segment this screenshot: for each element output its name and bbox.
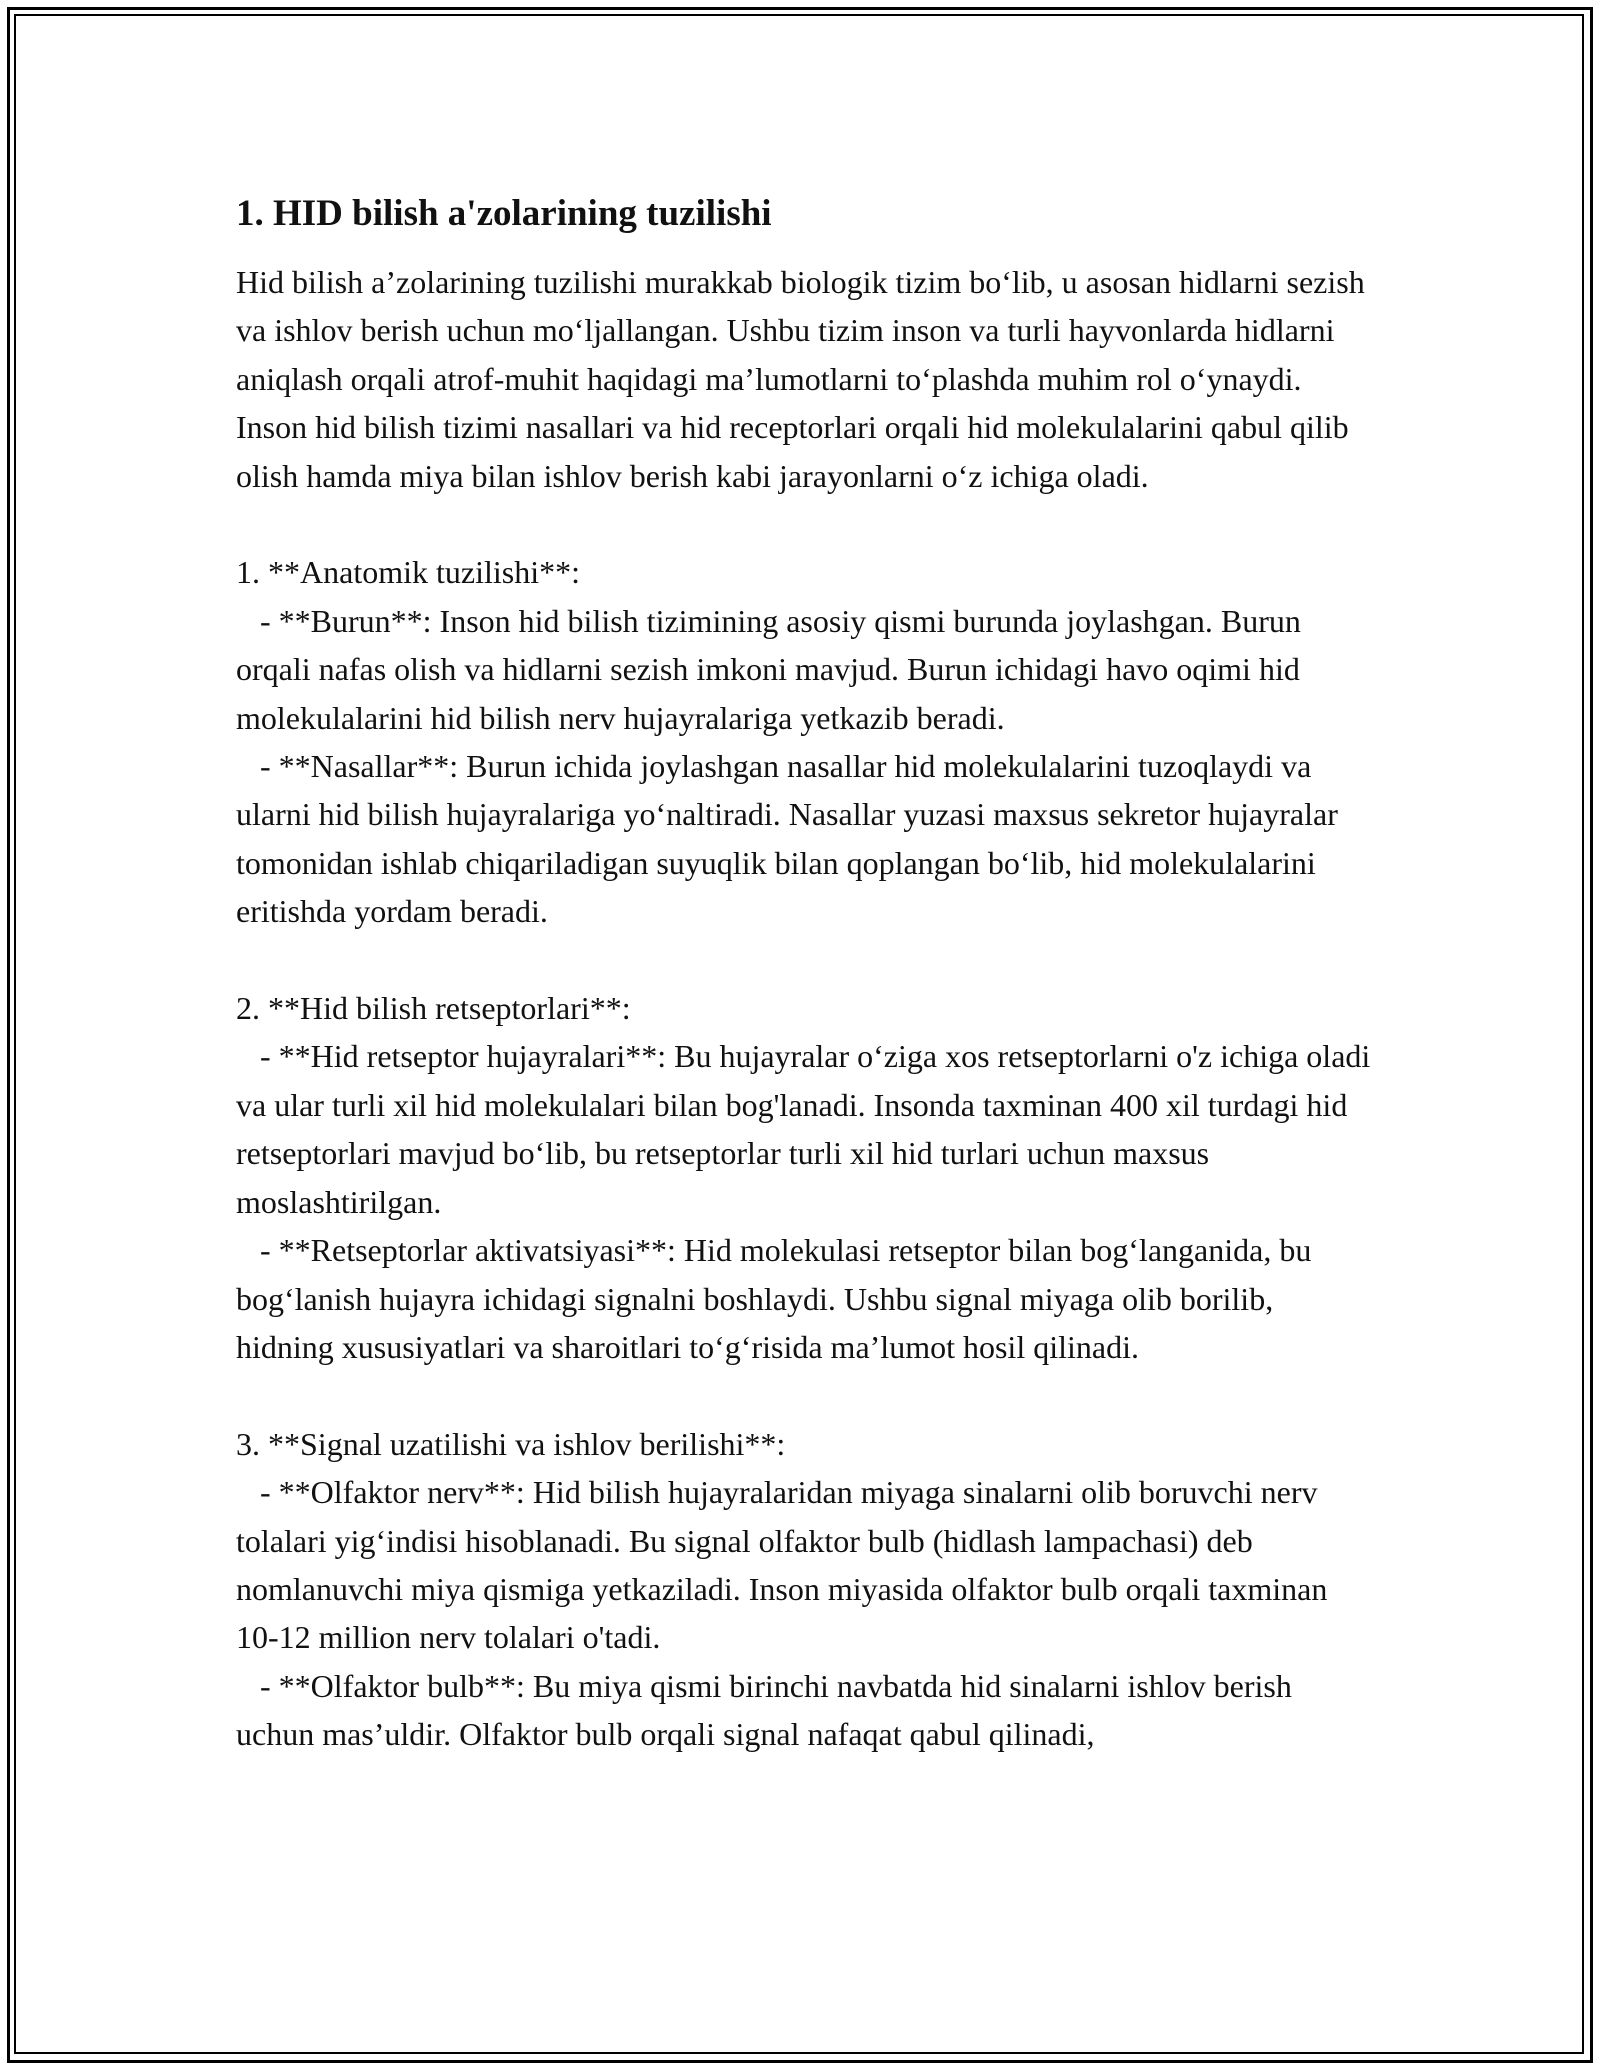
list-item: - **Olfaktor nerv**: Hid bilish hujayralaridan miyaga sinalarni olib boruvchi nerv tolalari yig‘indisi hisoblanadi. Bu signal olfaktor bulb (hidlash lampachasi) deb nomlanuvchi miya qismiga yetkaziladi. Inson miyasida olfaktor bulb orqali taxminan 10-12 million nerv tolalari o'tadi. (236, 1474, 1336, 1656)
section-heading: 1. **Anatomik tuzilishi**: (236, 554, 580, 591)
section-receptors (236, 984, 1379, 1371)
section-heading: 2. **Hid bilish retseptorlari**: (236, 990, 631, 1027)
list-item: - **Retseptorlar aktivatsiyasi**: Hid molekulasi retseptor bilan bog‘langanida, bu bog‘lanish hujayra ichidagi signalni boshlaydi. Ushbu signal miyaga olib borilib, hidning xususiyatlari va sharoitlari to‘g‘risida ma’lumot hosil qilinadi. (236, 1232, 1320, 1365)
list-item: - **Hid retseptor hujayralari**: Bu hujayralar o‘ziga xos retseptorlarni o'z ichiga oladi va ular turli xil hid molekulalari bilan bog'lanadi. Insonda taxminan 400 xil turdagi hid retseptorlari mavjud bo‘lib, bu retseptorlar turli xil hid turlari uchun maxsus moslashtirilgan. (236, 1038, 1379, 1220)
list-item: - **Nasallar**: Burun ichida joylashgan nasallar hid molekulalarini tuzoqlaydi va ularni hid bilish hujayralariga yo‘naltiradi. Nasallar yuzasi maxsus sekretor hujayralar tomonidan ishlab chiqariladigan suyuqlik bilan qoplangan bo‘lib, hid molekulalarini eritishda yordam beradi. (236, 748, 1346, 930)
document-title: 1. HID bilish a'zolarining tuzilishi (236, 193, 772, 234)
document-body (236, 188, 1379, 1759)
section-signal (236, 1420, 1376, 1759)
section-anatomy (236, 548, 1376, 935)
section-heading: 3. **Signal uzatilishi va ishlov berilishi**: (236, 1425, 786, 1462)
intro-paragraph: Hid bilish a’zolarining tuzilishi murakkab biologik tizim bo‘lib, u asosan hidlarni sezish va ishlov berish uchun mo‘ljallangan. Ushbu tizim inson va turli hayvonlarda hidlarni aniqlash orqali atrof-muhit haqidagi ma’lumotlarni to‘plashda muhim rol o‘ynaydi. Inson hid bilish tizimi nasallari va hid receptorlari orqali hid molekulalarini qabul qilib olish hamda miya bilan ishlov berish kabi jarayonlarni o‘z ichiga oladi. (236, 264, 1365, 494)
list-item: - **Burun**: Inson hid bilish tizimining asosiy qismi burunda joylashgan. Burun orqali nafas olish va hidlarni sezish imkoni mavjud. Burun ichidagi havo oqimi hid molekulalarini hid bilish nerv hujayralariga yetkazib beradi. (236, 602, 1309, 736)
list-item: - **Olfaktor bulb**: Bu miya qismi birinchi navbatda hid sinalarni ishlov berish uchun mas’uldir. Olfaktor bulb orqali signal nafaqat qabul qilinadi, (236, 1667, 1300, 1753)
